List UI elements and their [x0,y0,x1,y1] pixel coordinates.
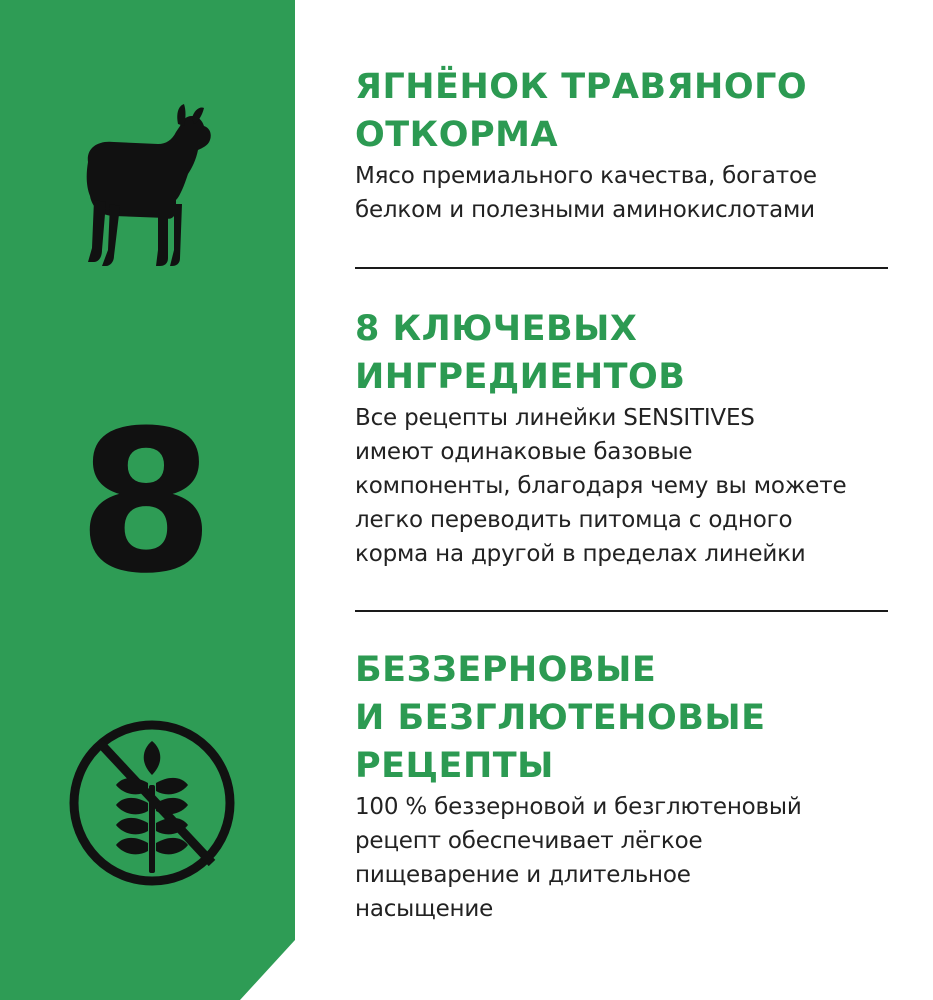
feature-title-line: ЯГНЁНОК ТРАВЯНОГО [355,67,808,107]
feature-description [355,159,925,227]
feature-description-line: насыщение [355,896,494,922]
number-eight-icon [76,418,216,588]
feature-description-line: 100 % беззерновой и безглютеновый [355,794,802,820]
feature-description-line: имеют одинаковые базовые [355,439,693,465]
feature-title-line: ОТКОРМА [355,115,559,155]
feature-title-line: 8 КЛЮЧЕВЫХ [355,309,638,349]
feature-description-line: пищеварение и длительное [355,862,691,888]
feature-title-line: БЕЗЗЕРНОВЫЕ [355,650,657,690]
feature-title [355,63,925,159]
feature-title-line: ИНГРЕДИЕНТОВ [355,357,686,397]
divider [355,610,888,612]
feature-title-line: И БЕЗГЛЮТЕНОВЫЕ [355,698,766,738]
feature-description [355,790,925,926]
feature-description-line: белком и полезными аминокислотами [355,197,815,223]
feature-title [355,646,925,790]
feature-description-line: Мясо премиального качества, богатое [355,163,817,189]
feature-description-line: рецепт обеспечивает лёгкое [355,828,703,854]
feature-description-line: Все рецепты линейки SENSITIVES [355,405,755,431]
feature-title-line: РЕЦЕПТЫ [355,746,554,786]
no-grain-icon [64,715,240,891]
feature-description-line: легко переводить питомца с одного [355,507,793,533]
feature-grain-gluten-free [355,646,925,926]
feature-description-line: компоненты, благодаря чему вы можете [355,473,847,499]
feature-eight-ingredients [355,305,925,571]
feature-description-line: корма на другой в пределах линейки [355,541,806,567]
feature-description [355,401,925,571]
feature-title [355,305,925,401]
lamb-icon [80,100,215,268]
feature-grass-fed-lamb [355,63,925,227]
divider [355,267,888,269]
number-eight-text: 8 [77,418,215,588]
